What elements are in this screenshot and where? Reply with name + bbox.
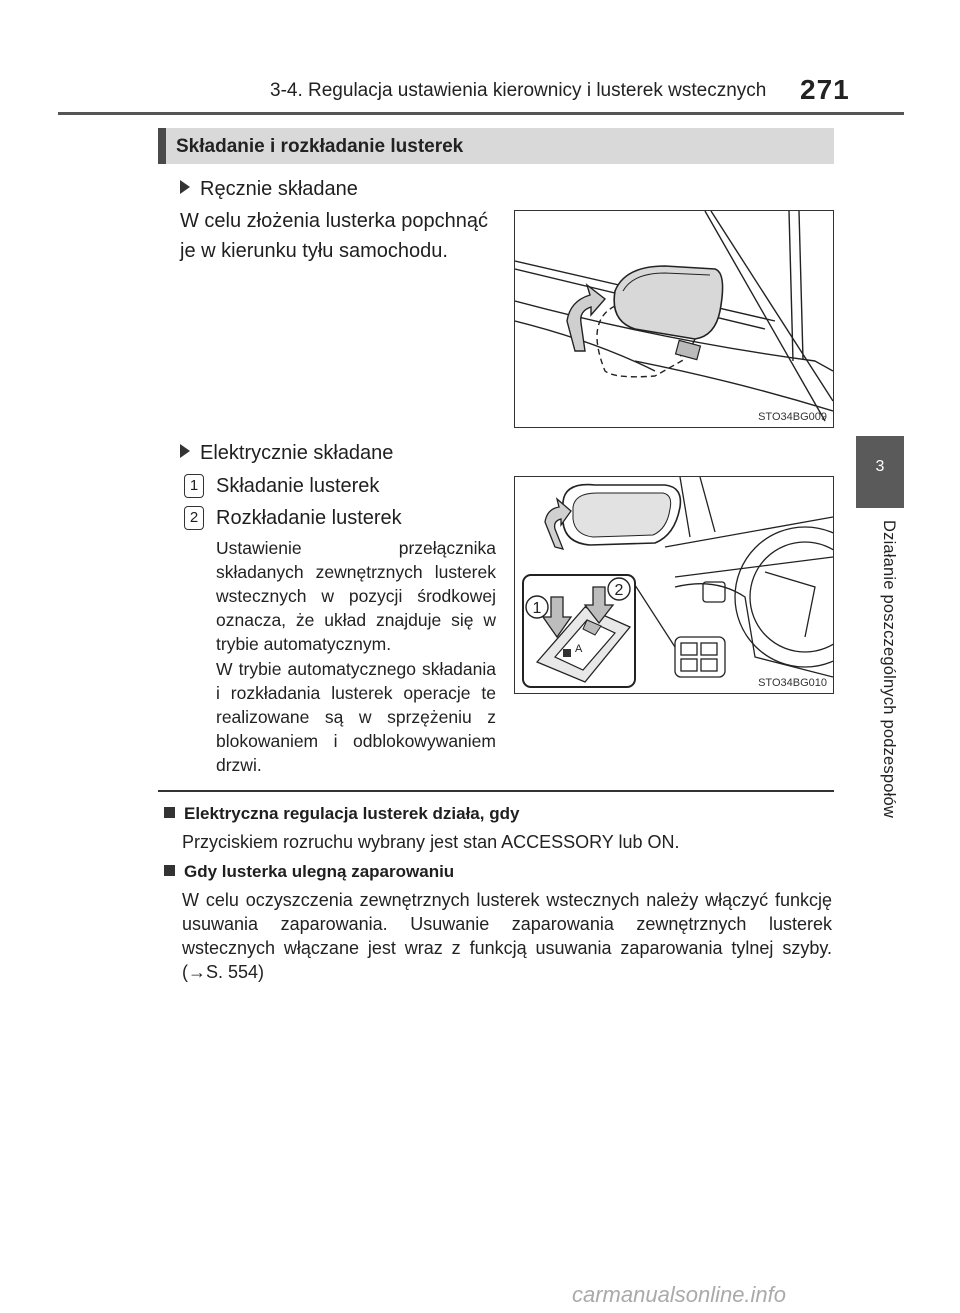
- mirror-switch-illustration: [515, 477, 833, 693]
- electric-heading: [180, 438, 393, 468]
- number-badge: 1: [184, 474, 204, 498]
- note-2-heading-text: Gdy lusterka ulegną zaparowaniu: [184, 862, 455, 881]
- manual-heading: [180, 174, 358, 204]
- chapter-tab-number: 3: [875, 458, 885, 475]
- section-title-accent: [158, 128, 166, 164]
- triangle-bullet-icon: [180, 180, 190, 194]
- mirror-manual-illustration: [515, 211, 833, 427]
- electric-paragraph-2: W trybie automatycznego składania i rozkładania lusterek operacje te realizowane są w sprzężeniu z blokowaniem i odblokowywaniem drzwi.: [216, 659, 496, 775]
- note-1-heading-text: Elektryczna regulacja lusterek działa, gdy: [184, 804, 520, 823]
- header-rule: [58, 112, 904, 115]
- note-1-body: Przyciskiem rozruchu wybrany jest stan ACCESSORY lub ON.: [182, 832, 680, 852]
- section-title: Składanie i rozkładanie lusterek: [176, 136, 464, 157]
- square-bullet-icon: [164, 807, 175, 818]
- manual-text: W celu złożenia lusterka popchnąć je w kierunku tyłu samochodu.: [180, 210, 488, 262]
- page-number: 271: [800, 74, 850, 105]
- notes-divider: [158, 790, 834, 792]
- electric-heading-text: Elektrycznie składane: [200, 442, 394, 464]
- figure-code: STO34BG009: [758, 411, 827, 423]
- chapter-tab-label: Działanie poszczególnych podzespołów: [880, 520, 898, 818]
- figure-code: STO34BG010: [758, 677, 827, 689]
- electric-item-1: [184, 471, 379, 501]
- electric-item-2: [184, 503, 402, 533]
- figure-manual-fold: [514, 210, 834, 428]
- electric-item-1-label: Składanie lusterek: [216, 475, 380, 497]
- note-2-heading: [164, 862, 454, 882]
- electric-item-2-label: Rozkładanie lusterek: [216, 507, 402, 529]
- note-1-heading: [164, 804, 519, 824]
- electric-paragraph-1: Ustawienie przełącznika składanych zewnętrznych lusterek wstecznych w pozycji środkowej oznacza, że układ znajduje się w trybie automatycznym.: [216, 538, 496, 654]
- watermark: carmanualsonline.info: [572, 1282, 787, 1307]
- triangle-bullet-icon: [180, 444, 190, 458]
- manual-heading-text: Ręcznie składane: [200, 178, 358, 200]
- number-badge: 2: [184, 506, 204, 530]
- svg-text:2: 2: [614, 582, 624, 599]
- switch-label-a: A: [575, 643, 583, 655]
- figure-electric-fold: [514, 476, 834, 694]
- chapter-title: 3-4. Regulacja ustawienia kierownicy i lusterek wstecznych: [270, 80, 767, 101]
- square-bullet-icon: [164, 865, 175, 876]
- svg-text:1: 1: [532, 600, 542, 617]
- note-2-body: W celu oczyszczenia zewnętrznych lusterek wstecznych należy włączyć funkcję usuwania zaparowania. Usuwanie zaparowania zewnętrznych lusterek wstecznych włączane jest wraz z funkcją usuwania zaparowania tylnej szyby. (→S. 554): [182, 890, 832, 982]
